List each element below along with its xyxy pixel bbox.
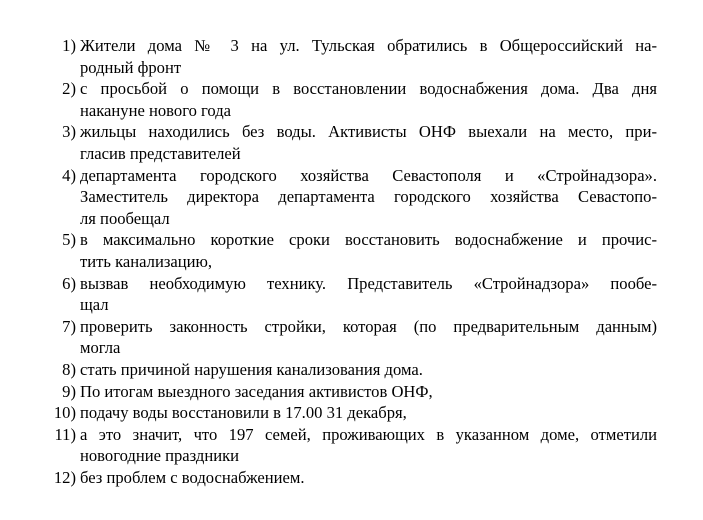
numbered-list bbox=[0, 35, 703, 488]
list-number: 2) bbox=[62, 79, 76, 99]
list-text bbox=[80, 229, 657, 272]
list-number: 10) bbox=[53, 403, 76, 423]
text-line: Жители дома № 3 на ул. Тульская обратились в Общероссийский на- bbox=[80, 36, 657, 55]
text-line: в максимально короткие сроки восстановить водоснабжение и прочис- bbox=[80, 230, 657, 250]
list-text bbox=[80, 381, 657, 403]
list-item bbox=[0, 424, 703, 467]
text-line: тить канализацию, bbox=[80, 251, 213, 271]
list-text bbox=[80, 121, 657, 164]
list-text bbox=[80, 35, 657, 78]
list-item bbox=[0, 78, 703, 121]
list-number: 3) bbox=[62, 122, 76, 142]
list-number: 11) bbox=[54, 424, 76, 444]
list-number: 5) bbox=[62, 230, 76, 250]
text-line: проверить законность стройки, которая (по предварительным данным) bbox=[80, 316, 657, 336]
list-item bbox=[0, 165, 703, 230]
list-number: 4) bbox=[62, 165, 76, 185]
list-text bbox=[80, 273, 657, 316]
list-text bbox=[80, 78, 657, 121]
list-item bbox=[0, 359, 703, 381]
text-line: новогодние праздники bbox=[80, 446, 240, 466]
list-number: 9) bbox=[62, 381, 76, 401]
list-item bbox=[0, 316, 703, 359]
text-line: ля пообещал bbox=[80, 208, 170, 228]
list-number: 7) bbox=[62, 316, 76, 336]
text-line: жильцы находились без воды. Активисты ОНФ выехали на место, при- bbox=[80, 122, 657, 142]
list-text bbox=[80, 316, 657, 359]
text-line: гласив представителей bbox=[80, 143, 241, 163]
list-number: 6) bbox=[62, 273, 76, 293]
text-line: департамента городского хозяйства Севастополя и «Стройнадзора». bbox=[80, 165, 657, 185]
list-item bbox=[0, 467, 703, 489]
text-line: с просьбой о помощи в восстановлении водоснабжения дома. Два дня bbox=[80, 79, 657, 99]
text-line: накануне нового года bbox=[80, 100, 232, 120]
list-text bbox=[80, 165, 657, 230]
list-text bbox=[80, 402, 657, 424]
text-line: могла bbox=[80, 338, 121, 358]
text-line: стать причиной нарушения канализования дома. bbox=[80, 359, 423, 379]
list-item bbox=[0, 121, 703, 164]
list-number: 1) bbox=[62, 36, 76, 55]
text-line: без проблем с водоснабжением. bbox=[80, 467, 305, 487]
text-line: щал bbox=[80, 295, 109, 315]
list-item bbox=[0, 402, 703, 424]
text-line: родный фронт bbox=[80, 57, 182, 77]
list-text bbox=[80, 424, 657, 467]
list-item bbox=[0, 35, 703, 78]
text-line: вызвав необходимую технику. Представитель «Стройнадзора» пообе- bbox=[80, 273, 657, 293]
list-item bbox=[0, 381, 703, 403]
list-item bbox=[0, 273, 703, 316]
text-line: Заместитель директора департамента городского хозяйства Севастопо- bbox=[80, 187, 657, 207]
list-item bbox=[0, 229, 703, 272]
text-line: а это значит, что 197 семей, проживающих в указанном доме, отметили bbox=[80, 424, 657, 444]
list-number: 12) bbox=[53, 467, 76, 487]
list-text bbox=[80, 359, 657, 381]
text-line: подачу воды восстановили в 17.00 31 декабря, bbox=[80, 403, 407, 423]
list-text bbox=[80, 467, 657, 489]
text-line: По итогам выездного заседания активистов ОНФ, bbox=[80, 381, 433, 401]
list-number: 8) bbox=[62, 359, 76, 379]
